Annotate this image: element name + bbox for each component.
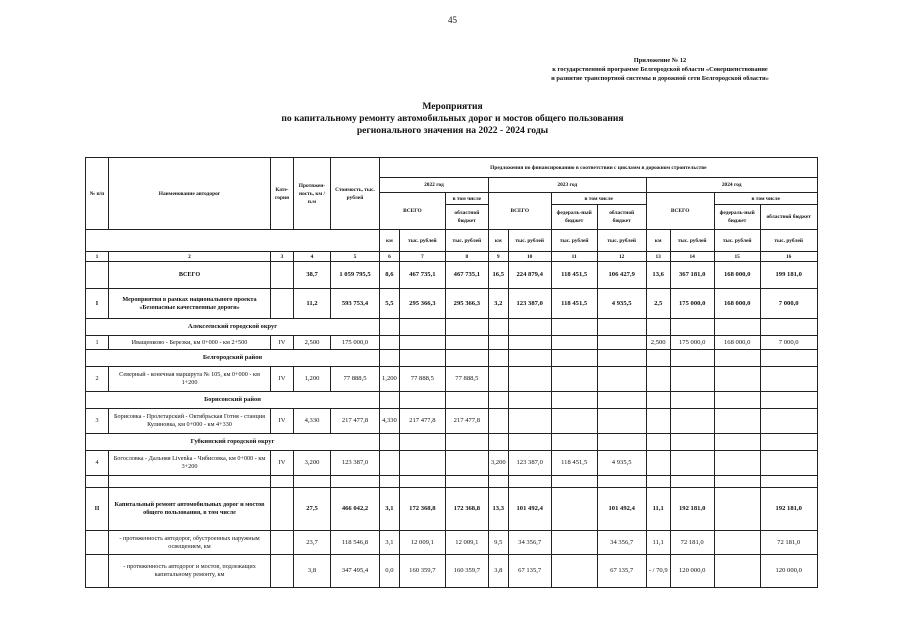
cell-c6: 4,330 [380,409,400,434]
cell-cat: IV [271,367,294,392]
cell-c13 [646,451,670,476]
cell-c10: 123 387,0 [508,289,551,319]
subtotal-row [86,555,818,588]
header-2023-total: ВСЕГО [488,193,551,230]
table-row [86,367,818,392]
table-row [86,451,818,476]
empty-cell [445,350,488,367]
cell-c13: 13,6 [646,262,670,289]
empty-cell [488,434,508,451]
cell-c10 [508,336,551,350]
cell-c9: 3,8 [488,555,508,588]
cell-name: Борисовка - Пролетарский - Октябрьская Готня - станция Кулиновка, км 0+000 - км 4+330 [109,409,271,434]
cell-c13: - / 70,9 [646,555,670,588]
empty-cell [508,476,551,488]
cell-cat [271,488,294,531]
cell-c10: 101 492,4 [508,488,551,531]
cell-c7 [399,451,445,476]
cell-cost: 1 059 795,5 [331,262,380,289]
cell-c15 [714,409,760,434]
cell-c8 [445,451,488,476]
col-number: 15 [714,252,760,262]
empty-cell [331,476,380,488]
empty-cell [646,350,670,367]
cell-c7: 172 368,8 [399,488,445,531]
empty-cell [597,476,646,488]
empty-cell [597,319,646,336]
cell-c11: 118 451,5 [551,289,597,319]
empty-cell [670,319,714,336]
empty-cell [670,392,714,409]
unit-trub: тыс. рублей [399,230,445,252]
cell-num: 2 [86,367,109,392]
empty-cell [380,319,400,336]
empty-cell [86,476,109,488]
cell-c12: 101 492,4 [597,488,646,531]
cell-c10 [508,367,551,392]
cell-name: Капитальный ремонт автомобильных дорог и мостов общего пользования, в том числе [109,488,271,531]
cell-cat: IV [271,336,294,350]
cell-c11: 118 451,5 [551,262,597,289]
district-name: Алексеевский городской округ [86,319,380,336]
cell-c9: 9,5 [488,531,508,555]
col-number: 5 [331,252,380,262]
col-number: 11 [551,252,597,262]
cell-c13: 11,1 [646,531,670,555]
cell-len: 23,7 [294,531,331,555]
empty-cell [488,319,508,336]
district-name: Борисовский район [86,392,380,409]
cell-num: 4 [86,451,109,476]
cell-c11: 118 451,5 [551,451,597,476]
col-number: 10 [508,252,551,262]
header-2023-regional: областной бюджет [597,205,646,230]
header-2022-regional: областной бюджет [445,205,488,230]
empty-cell [646,392,670,409]
total-row [86,262,818,289]
cell-c11 [551,531,597,555]
empty-cell [399,392,445,409]
cell-c12 [597,409,646,434]
unit-trub: тыс. рублей [670,230,714,252]
cell-c12: 67 135,7 [597,555,646,588]
table-row [86,336,818,350]
cell-c15 [714,531,760,555]
unit-trub: тыс. рублей [508,230,551,252]
cell-c9 [488,409,508,434]
header-units-blank [86,230,380,252]
col-number: 3 [271,252,294,262]
appendix-line-2: к государственной программе Белгородской области «Совершенствование [552,66,768,73]
cell-c8 [445,336,488,350]
cell-c6 [380,336,400,350]
cell-cost: 217 477,8 [331,409,380,434]
empty-cell [551,319,597,336]
cell-cost: 123 387,0 [331,451,380,476]
cell-c11 [551,488,597,531]
page-number: 45 [448,15,457,25]
empty-cell [714,476,760,488]
empty-cell [760,350,817,367]
col-number: 6 [380,252,400,262]
cell-c11 [551,336,597,350]
cell-c15 [714,451,760,476]
header-2024-federal: федераль-ный бюджет [714,205,760,230]
cell-c13: 2,5 [646,289,670,319]
cell-cost: 347 495,4 [331,555,380,588]
empty-cell [670,476,714,488]
header-cost: Стоимость, тыс. рублей [331,158,380,230]
cell-len: 4,330 [294,409,331,434]
empty-cell [399,476,445,488]
cell-name: ВСЕГО [109,262,271,289]
cell-c11 [551,367,597,392]
empty-cell [551,350,597,367]
empty-cell [399,319,445,336]
col-number: 13 [646,252,670,262]
empty-cell [714,434,760,451]
cell-c13 [646,367,670,392]
cell-c15: 168 000,0 [714,336,760,350]
district-name: Белгородский район [86,350,380,367]
cell-c9 [488,367,508,392]
header-2022: 2022 год [380,178,489,193]
header-2023-incl: в том числе [551,193,646,205]
cell-num [86,555,109,588]
empty-cell [760,319,817,336]
cell-c6 [380,451,400,476]
empty-cell [271,476,294,488]
col-number: 7 [399,252,445,262]
cell-len: 27,5 [294,488,331,531]
table-body [86,262,818,588]
cell-c8: 295 366,3 [445,289,488,319]
cell-num [86,262,109,289]
cell-c10 [508,409,551,434]
cell-c16: 199 181,0 [760,262,817,289]
cell-num: II [86,488,109,531]
cell-cat [271,555,294,588]
title-line-2: по капитальному ремонту автомобильных дорог и мостов общего пользования [281,113,624,124]
cell-c10: 67 135,7 [508,555,551,588]
cell-c11 [551,409,597,434]
appendix-note [500,56,820,83]
empty-cell [760,392,817,409]
column-number-row [86,252,818,262]
cell-cost: 593 753,4 [331,289,380,319]
empty-cell [508,392,551,409]
header-num: № п/п [86,158,109,230]
empty-cell [445,476,488,488]
cell-c8: 217 477,8 [445,409,488,434]
cell-c7: 12 009,1 [399,531,445,555]
unit-trub: тыс. рублей [551,230,597,252]
table-header [86,158,818,262]
empty-cell [646,319,670,336]
cell-c12: 34 356,7 [597,531,646,555]
unit-trub: тыс. рублей [445,230,488,252]
cell-len: 1,200 [294,367,331,392]
cell-c12: 4 935,5 [597,289,646,319]
header-2024-regional: областной бюджет [760,205,817,230]
cell-c16 [760,409,817,434]
cell-num [86,531,109,555]
cell-name: Богословка - Дальняя Livenka - Чибисовка, км 0+000 - км 3+200 [109,451,271,476]
subtotal-row [86,531,818,555]
col-number: 1 [86,252,109,262]
header-2024: 2024 год [646,178,817,193]
cell-c16: 7 000,0 [760,336,817,350]
cell-c15: 168 000,0 [714,289,760,319]
cell-c15: 168 000,0 [714,262,760,289]
cell-c14: 175 000,0 [670,289,714,319]
empty-cell [380,434,400,451]
section-row [86,488,818,531]
header-2022-total: ВСЕГО [380,193,446,230]
title-line-3: регионального значения на 2022 - 2024 годы [356,125,549,136]
cell-c13: 2,500 [646,336,670,350]
cell-c14: 175 000,0 [670,336,714,350]
cell-c14: 192 181,0 [670,488,714,531]
empty-cell [380,350,400,367]
cell-cat [271,531,294,555]
empty-cell [508,350,551,367]
cell-cat: IV [271,409,294,434]
cell-c7: 295 366,3 [399,289,445,319]
cell-cat [271,262,294,289]
cell-c7: 217 477,8 [399,409,445,434]
col-number: 14 [670,252,714,262]
cell-name: - протяженность автодорог и мостов, подлежащих капитальному ремонту, км [109,555,271,588]
cell-cost: 118 546,8 [331,531,380,555]
cell-c16: 192 181,0 [760,488,817,531]
empty-cell [380,392,400,409]
cell-c6: 1,200 [380,367,400,392]
cell-c7: 160 359,7 [399,555,445,588]
header-length: Протяжен-ность, км / п.м [294,158,331,230]
cell-c16 [760,451,817,476]
empty-cell [399,350,445,367]
cell-c14 [670,451,714,476]
appendix-line-3: и развитие транспортной системы и дорожной сети Белгородской области» [551,75,769,82]
cell-len: 3,200 [294,451,331,476]
cell-c16 [760,367,817,392]
cell-c16: 7 000,0 [760,289,817,319]
empty-cell [445,434,488,451]
unit-trub: тыс. рублей [597,230,646,252]
cell-name: Иващенково - Березки, км 0+000 - км 2+500 [109,336,271,350]
cell-name: Мероприятия в рамках национального проекта «Безопасные качественные дороги» [109,289,271,319]
spacer-row [86,476,818,488]
cell-c8: 12 009,1 [445,531,488,555]
cell-c15 [714,555,760,588]
district-name: Губкинский городской округ [86,434,380,451]
cell-c6: 0,0 [380,555,400,588]
financing-table [85,157,818,588]
cell-cat: IV [271,451,294,476]
document-title [200,101,705,137]
cell-c9: 16,5 [488,262,508,289]
cell-c7 [399,336,445,350]
cell-c6: 8,6 [380,262,400,289]
header-2024-total: ВСЕГО [646,193,714,230]
cell-c9: 13,3 [488,488,508,531]
header-category: Кате-гория [271,158,294,230]
cell-c15 [714,488,760,531]
district-group-row [86,319,818,336]
cell-c16: 72 181,0 [760,531,817,555]
cell-c9: 3,2 [488,289,508,319]
district-group-row [86,434,818,451]
district-group-row [86,350,818,367]
cell-c16: 120 000,0 [760,555,817,588]
empty-cell [399,434,445,451]
empty-cell [488,476,508,488]
empty-cell [488,350,508,367]
cell-num: 3 [86,409,109,434]
cell-c14: 72 181,0 [670,531,714,555]
cell-c12 [597,336,646,350]
cell-c9 [488,336,508,350]
cell-c11 [551,555,597,588]
cell-num: I [86,289,109,319]
table-row [86,409,818,434]
cell-c10: 34 356,7 [508,531,551,555]
col-number: 16 [760,252,817,262]
empty-cell [646,476,670,488]
header-2024-incl: в том числе [714,193,817,205]
empty-cell [551,392,597,409]
unit-km: км [380,230,400,252]
cell-c8: 467 735,1 [445,262,488,289]
cell-c6: 3,1 [380,488,400,531]
cell-c13: 11,1 [646,488,670,531]
cell-cost: 175 000,0 [331,336,380,350]
empty-cell [380,476,400,488]
empty-cell [714,392,760,409]
cell-c9: 3,200 [488,451,508,476]
cell-cost: 77 888,5 [331,367,380,392]
col-number: 8 [445,252,488,262]
cell-num: 1 [86,336,109,350]
unit-km: км [646,230,670,252]
cell-c12 [597,367,646,392]
empty-cell [760,476,817,488]
district-group-row [86,392,818,409]
empty-cell [760,434,817,451]
empty-cell [597,392,646,409]
empty-cell [294,476,331,488]
empty-cell [551,434,597,451]
cell-c8: 172 368,8 [445,488,488,531]
col-number: 9 [488,252,508,262]
cell-c10: 224 879,4 [508,262,551,289]
empty-cell [488,392,508,409]
header-2023-federal: федераль-ный бюджет [551,205,597,230]
cell-cost: 466 042,2 [331,488,380,531]
empty-cell [597,434,646,451]
cell-c14 [670,367,714,392]
header-2023: 2023 год [488,178,646,193]
empty-cell [670,350,714,367]
cell-len: 38,7 [294,262,331,289]
empty-cell [109,476,271,488]
col-number: 12 [597,252,646,262]
cell-c7: 467 735,1 [399,262,445,289]
unit-km: км [488,230,508,252]
cell-c8: 160 359,7 [445,555,488,588]
cell-len: 11,2 [294,289,331,319]
cell-c14 [670,409,714,434]
empty-cell [445,319,488,336]
cell-name: Северный - конечная маршрута № 105, км 0+000 - км 1+200 [109,367,271,392]
empty-cell [646,434,670,451]
cell-c12: 4 935,5 [597,451,646,476]
cell-len: 2,500 [294,336,331,350]
cell-c12: 106 427,9 [597,262,646,289]
header-name: Наименование автодорог [109,158,271,230]
empty-cell [508,319,551,336]
cell-c10: 123 387,0 [508,451,551,476]
title-line-1: Мероприятия [422,101,483,112]
unit-trub: тыс. рублей [760,230,817,252]
section-row [86,289,818,319]
cell-c13 [646,409,670,434]
col-number: 2 [109,252,271,262]
empty-cell [714,319,760,336]
cell-c6: 5,5 [380,289,400,319]
empty-cell [445,392,488,409]
appendix-line-1: Приложение № 12 [633,57,687,64]
empty-cell [597,350,646,367]
cell-c7: 77 888,5 [399,367,445,392]
cell-c6: 3,1 [380,531,400,555]
cell-c14: 367 181,0 [670,262,714,289]
header-financing: Предложения по финансированию в соответствии с цикламм в дорожном строительстве [380,158,818,178]
empty-cell [714,350,760,367]
empty-cell [508,434,551,451]
unit-trub: тыс. рублей [714,230,760,252]
col-number: 4 [294,252,331,262]
cell-name: - протяженность автодорог, обустроенных наружным освещением, км [109,531,271,555]
cell-len: 3,8 [294,555,331,588]
cell-c8: 77 888,5 [445,367,488,392]
empty-cell [670,434,714,451]
header-2022-incl: в том числе [445,193,488,205]
empty-cell [551,476,597,488]
cell-cat [271,289,294,319]
cell-c15 [714,367,760,392]
cell-c14: 120 000,0 [670,555,714,588]
